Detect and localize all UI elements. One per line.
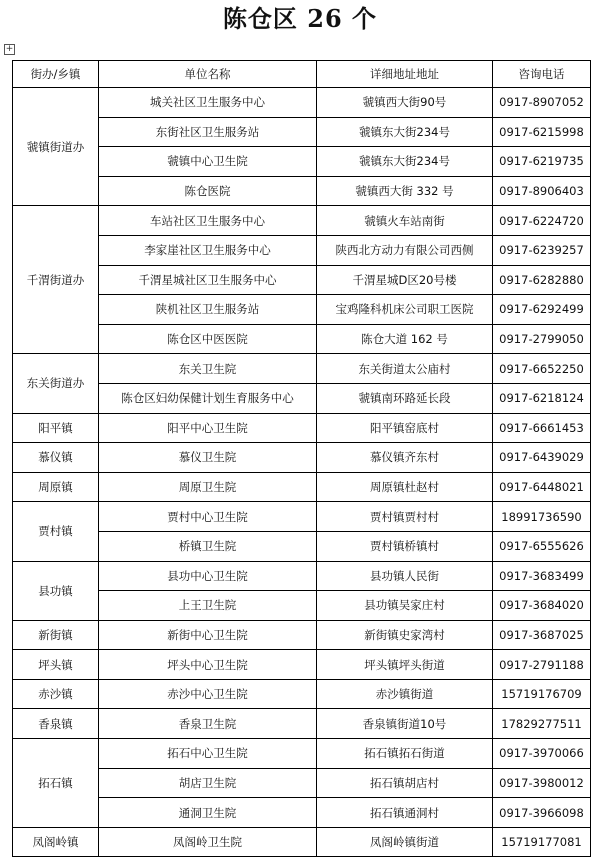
- address-cell: 慕仪镇齐东村: [317, 443, 493, 473]
- area-cell: 拓石镇: [13, 739, 99, 828]
- unit-name-cell: 陈仓区中医医院: [99, 324, 317, 354]
- address-cell: 虢镇东大街234号: [317, 117, 493, 147]
- table-row: [13, 443, 591, 473]
- unit-name-cell: 陕机社区卫生服务站: [99, 295, 317, 325]
- address-cell: 凤阁岭镇街道: [317, 827, 493, 857]
- header-row: [13, 61, 591, 88]
- phone-cell: 0917-6661453: [493, 413, 591, 443]
- unit-name-cell: 周原卫生院: [99, 472, 317, 502]
- address-cell: 赤沙镇街道: [317, 679, 493, 709]
- phone-cell: 0917-6555626: [493, 531, 591, 561]
- header-unit-name: 单位名称: [99, 61, 317, 88]
- address-cell: 阳平镇窑底村: [317, 413, 493, 443]
- phone-cell: 0917-3683499: [493, 561, 591, 591]
- unit-name-cell: 胡店卫生院: [99, 768, 317, 798]
- phone-cell: 15719176709: [493, 679, 591, 709]
- unit-name-cell: 李家崖社区卫生服务中心: [99, 235, 317, 265]
- unit-name-cell: 上王卫生院: [99, 591, 317, 621]
- unit-name-cell: 阳平中心卫生院: [99, 413, 317, 443]
- address-cell: 宝鸡隆科机床公司职工医院: [317, 295, 493, 325]
- unit-name-cell: 新街中心卫生院: [99, 620, 317, 650]
- address-cell: 千渭星城D区20号楼: [317, 265, 493, 295]
- table-row: [13, 679, 591, 709]
- area-cell: 坪头镇: [13, 650, 99, 680]
- phone-cell: 0917-2791188: [493, 650, 591, 680]
- table-row: [13, 768, 591, 798]
- unit-name-cell: 桥镇卫生院: [99, 531, 317, 561]
- phone-cell: 0917-6439029: [493, 443, 591, 473]
- table-row: [13, 235, 591, 265]
- address-cell: 虢镇西大街90号: [317, 88, 493, 118]
- address-cell: 陈仓大道 162 号: [317, 324, 493, 354]
- phone-cell: 0917-2799050: [493, 324, 591, 354]
- unit-name-cell: 东街社区卫生服务站: [99, 117, 317, 147]
- address-cell: 县功镇吴家庄村: [317, 591, 493, 621]
- address-cell: 东关街道太公庙村: [317, 354, 493, 384]
- unit-name-cell: 城关社区卫生服务中心: [99, 88, 317, 118]
- table-row: [13, 620, 591, 650]
- unit-name-cell: 慕仪卫生院: [99, 443, 317, 473]
- address-cell: 拓石镇胡店村: [317, 768, 493, 798]
- address-cell: 虢镇南环路延长段: [317, 383, 493, 413]
- address-cell: 陕西北方动力有限公司西侧: [317, 235, 493, 265]
- address-cell: 县功镇人民街: [317, 561, 493, 591]
- phone-cell: 15719177081: [493, 827, 591, 857]
- unit-name-cell: 香泉卫生院: [99, 709, 317, 739]
- unit-name-cell: 县功中心卫生院: [99, 561, 317, 591]
- area-cell: 东关街道办: [13, 354, 99, 413]
- phone-cell: 0917-6218124: [493, 383, 591, 413]
- unit-name-cell: 贾村中心卫生院: [99, 502, 317, 532]
- clinic-table: [12, 60, 591, 857]
- unit-name-cell: 虢镇中心卫生院: [99, 147, 317, 177]
- table-row: [13, 147, 591, 177]
- phone-cell: 0917-3966098: [493, 798, 591, 828]
- table-move-handle-icon[interactable]: +: [5, 44, 14, 54]
- unit-name-cell: 陈仓医院: [99, 176, 317, 206]
- phone-cell: 0917-6224720: [493, 206, 591, 236]
- unit-name-cell: 陈仓区妇幼保健计划生育服务中心: [99, 383, 317, 413]
- phone-cell: 0917-8906403: [493, 176, 591, 206]
- address-cell: 拓石镇通洞村: [317, 798, 493, 828]
- phone-cell: 0917-6652250: [493, 354, 591, 384]
- address-cell: 香泉镇街道10号: [317, 709, 493, 739]
- phone-cell: 0917-6219735: [493, 147, 591, 177]
- phone-cell: 0917-3687025: [493, 620, 591, 650]
- table-row: [13, 176, 591, 206]
- area-cell: 周原镇: [13, 472, 99, 502]
- unit-name-cell: 赤沙中心卫生院: [99, 679, 317, 709]
- page-title: 陈仓区 26 个: [222, 4, 378, 33]
- table-row: [13, 502, 591, 532]
- area-cell: 新街镇: [13, 620, 99, 650]
- table-row: [13, 739, 591, 769]
- table-body: [13, 88, 591, 857]
- address-cell: 周原镇杜赵村: [317, 472, 493, 502]
- table-row: [13, 709, 591, 739]
- area-cell: 贾村镇: [13, 502, 99, 561]
- table-row: [13, 650, 591, 680]
- phone-cell: 17829277511: [493, 709, 591, 739]
- table-row: [13, 295, 591, 325]
- phone-cell: 0917-3980012: [493, 768, 591, 798]
- area-cell: 阳平镇: [13, 413, 99, 443]
- area-cell: 凤阁岭镇: [13, 827, 99, 857]
- table-row: [13, 206, 591, 236]
- phone-cell: 0917-8907052: [493, 88, 591, 118]
- phone-cell: 0917-6448021: [493, 472, 591, 502]
- unit-name-cell: 千渭星城社区卫生服务中心: [99, 265, 317, 295]
- table-row: [13, 117, 591, 147]
- phone-cell: 0917-3970066: [493, 739, 591, 769]
- table-row: [13, 531, 591, 561]
- address-cell: 贾村镇贾村村: [317, 502, 493, 532]
- area-cell: 虢镇街道办: [13, 88, 99, 206]
- unit-name-cell: 车站社区卫生服务中心: [99, 206, 317, 236]
- unit-name-cell: 凤阁岭卫生院: [99, 827, 317, 857]
- phone-cell: 18991736590: [493, 502, 591, 532]
- table-row: [13, 88, 591, 118]
- address-cell: 虢镇西大街 332 号: [317, 176, 493, 206]
- table-row: [13, 591, 591, 621]
- phone-cell: 0917-3684020: [493, 591, 591, 621]
- address-cell: 贾村镇桥镇村: [317, 531, 493, 561]
- address-cell: 拓石镇拓石街道: [317, 739, 493, 769]
- header-phone: 咨询电话: [493, 61, 591, 88]
- table-row: [13, 827, 591, 857]
- address-cell: 虢镇火车站南街: [317, 206, 493, 236]
- unit-name-cell: 拓石中心卫生院: [99, 739, 317, 769]
- unit-name-cell: 通洞卫生院: [99, 798, 317, 828]
- phone-cell: 0917-6239257: [493, 235, 591, 265]
- header-area: 街办/乡镇: [13, 61, 99, 88]
- table-row: [13, 472, 591, 502]
- table-row: [13, 561, 591, 591]
- phone-cell: 0917-6215998: [493, 117, 591, 147]
- phone-cell: 0917-6292499: [493, 295, 591, 325]
- area-cell: 县功镇: [13, 561, 99, 620]
- area-cell: 香泉镇: [13, 709, 99, 739]
- unit-name-cell: 东关卫生院: [99, 354, 317, 384]
- table-row: [13, 354, 591, 384]
- table-row: [13, 798, 591, 828]
- table-row: [13, 265, 591, 295]
- address-cell: 坪头镇坪头街道: [317, 650, 493, 680]
- address-cell: 虢镇东大街234号: [317, 147, 493, 177]
- area-cell: 赤沙镇: [13, 679, 99, 709]
- table-row: [13, 324, 591, 354]
- unit-name-cell: 坪头中心卫生院: [99, 650, 317, 680]
- table-row: [13, 413, 591, 443]
- address-cell: 新街镇史家湾村: [317, 620, 493, 650]
- table-row: [13, 383, 591, 413]
- phone-cell: 0917-6282880: [493, 265, 591, 295]
- header-address: 详细地址地址: [317, 61, 493, 88]
- area-cell: 千渭街道办: [13, 206, 99, 354]
- area-cell: 慕仪镇: [13, 443, 99, 473]
